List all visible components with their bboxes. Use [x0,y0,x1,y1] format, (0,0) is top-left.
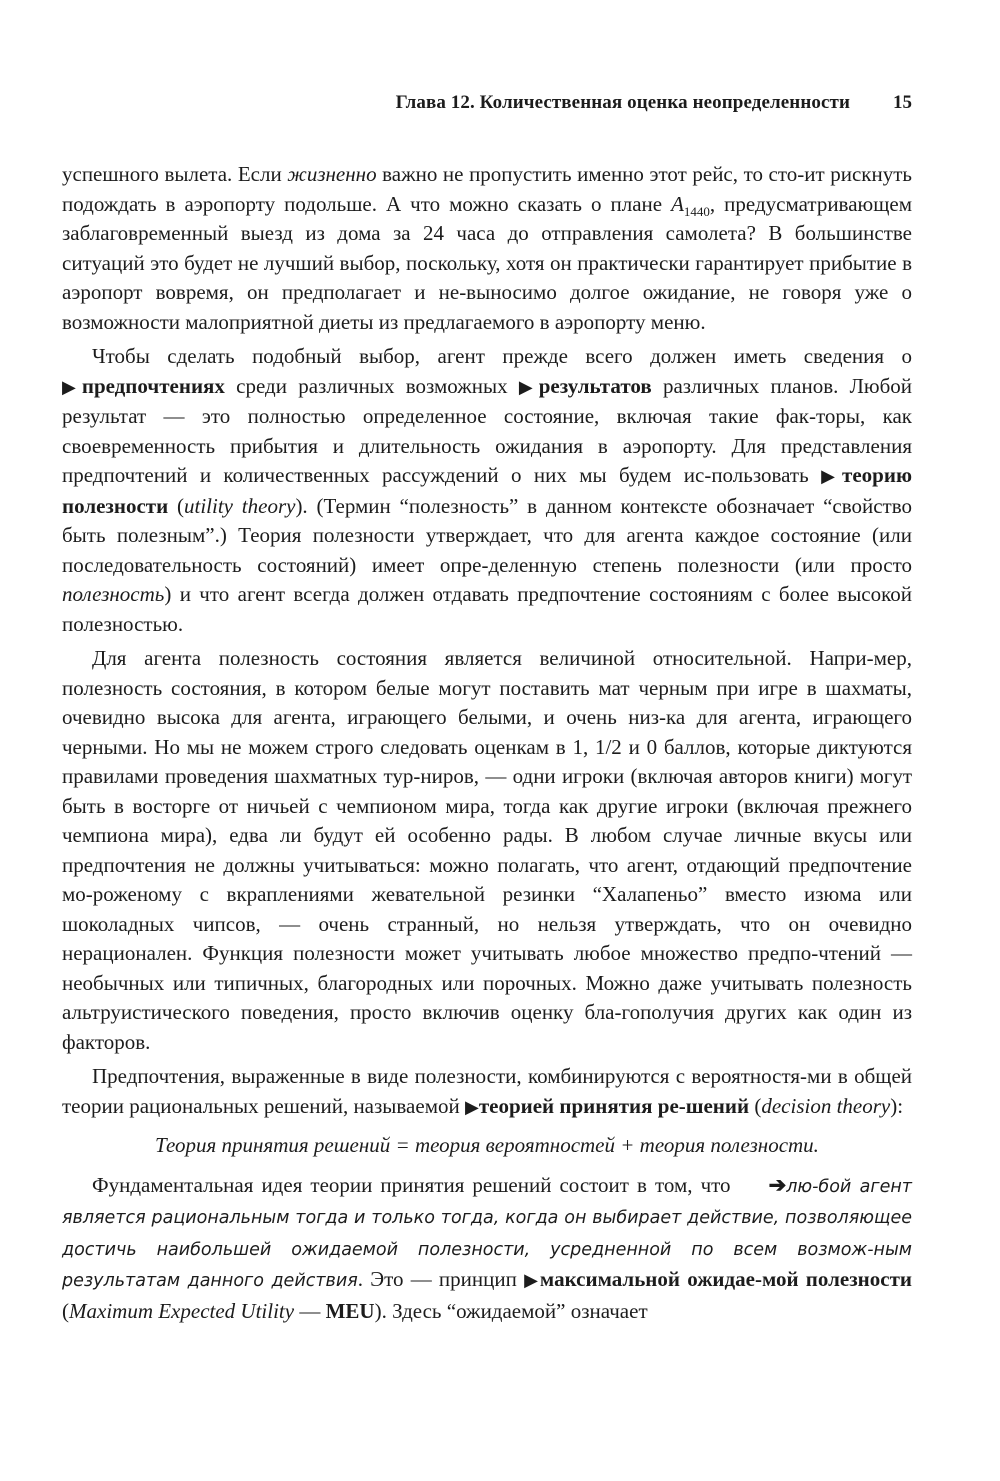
term-marker-icon: ▶ [821,466,843,486]
term-marker-icon: ▶ [464,1096,479,1117]
term-english: utility theory [184,493,296,518]
page-number: 15 [893,92,912,113]
chapter-title: Глава 12. Количественная оценка неопределенности [395,92,850,113]
term-marker-icon: ▶ [518,376,539,397]
running-header [62,86,912,122]
term-decision-theory: теорией принятия ре-шений [478,1093,750,1118]
term-marker-icon: ▶ [62,376,82,397]
emphasis: полезность [62,582,165,606]
paragraph-4: Предпочтения, выраженные в виде полезности, комбинируются с вероятностя-ми в общей теории рациональных решений, называемой ▶теорией принятия ре-шений (decision theory): [62,1064,912,1118]
equation: Теория принятия решений = теория вероятностей + теория полезности. [155,1133,819,1157]
term-outcomes: результатов [538,373,652,398]
paragraph-2: Чтобы сделать подобный выбор, агент прежде всего должен иметь сведения о ▶предпочтениях среди различных возможных ▶результатов различных планов. Любой результат — это полностью определенное состояние, включая такие фак-торы, как своевременность прибытия и длительность ожидания в аэропорту. Для представления предпочтений и количественных рассуждений о них мы будем ис-пользовать ▶теорию полезности (utility theory). (Термин “полезность” в данном контексте обозначает “свойство быть полезным”.) Теория полезности утверждает, что для агента каждое состояние (или последовательность состояний) имеет опре-деленную степень полезности (или просто полезность) и что агент всегда должен отдавать предпочтение состояниям с более высокой полезностью. [62,344,913,636]
principle-statement: лю-бой агент является рациональным тогда и только тогда, когда он выбирает действие, позволяющее достичь наибольшей ожидаемой полезности, усредненной по всем возмож-ным результатам данного действия [62,1176,912,1291]
term-meu: максимальной ожидае-мой полезности [539,1267,913,1291]
acronym-meu: MEU [325,1298,375,1323]
plan-subscript: 1440 [683,203,710,219]
plan-symbol: A [671,191,684,216]
emphasis: жизненно [287,162,377,186]
term-utility-theory: теорию полезности [62,463,913,518]
term-english: decision theory [761,1093,891,1118]
paragraph-1: успешного вылета. Если жизненно важно не пропустить именно этот рейс, то сто-ит рискнуть подождать в аэропорту подольше. А что можно сказать о плане $A_{1440}$, предусматривающем заблаговременный выезд из дома за 24 часа до отправления самолета? В большинстве ситуаций это будет не лучший выбор, поскольку, хотя он практически гарантирует прибытие в аэропорт вовремя, он предполагает и не-выносимо долгое ожидание, не говоря уже о возможности малоприятной диеты из предлагаемого в аэропорту меню. [62,162,912,334]
paragraph-5: Фундаментальная идея теории принятия решений состоит в том, что ➔лю-бой агент является рациональным тогда и только тогда, когда он выбирает действие, позволяющее достичь наибольшей ожидаемой полезности, усредненной по всем возмож-ным результатам данного действия. Это — принцип ▶максимальной ожидае-мой полезности (Maximum Expected Utility — MEU). Здесь “ожидаемой” означает [62,1172,913,1323]
term-marker-icon: ▶ [524,1270,540,1290]
main-text [62,160,912,1326]
paragraph-3: Для агента полезность состояния является величиной относительной. Напри-мер, полезность состояния, в котором белые могут поставить мат черным при игре в шахматы, очевидно высока для агента, играющего белыми, и очень низ-ка для агента, играющего черными. Но мы не можем строго следовать оценкам в 1, 1/2 и 0 баллов, которые диктуются правилами проведения шахматных тур-ниров, — одни игроки (включая авторов книги) могут быть в восторге от ничьей с чемпионом мира, тогда как другие игроки (включая прежнего чемпиона мира), едва ли будут ей особенно рады. В любом случае личные вкусы или предпочтения не должны учитываться: можно полагать, что агент, отдающий предпочтение мо-роженому с вкраплениями жевательной резинки “Халапеньо” вместо изюма или шоколадных чипсов, — очень странный, но нельзя утверждать, что он очевидно нерационален. Функция полезности может учитывать любое множество предпо-чтений — необычных или типичных, благородных или порочных. Можно даже учитывать полезность альтруистического поведения, просто включив оценку бла-гополучия других как один из факторов. [62,646,912,1054]
principle-arrow-icon: ➔ [768,1172,787,1197]
term-english: Maximum Expected Utility [69,1298,295,1323]
term-preferences: предпочтениях [81,373,225,398]
